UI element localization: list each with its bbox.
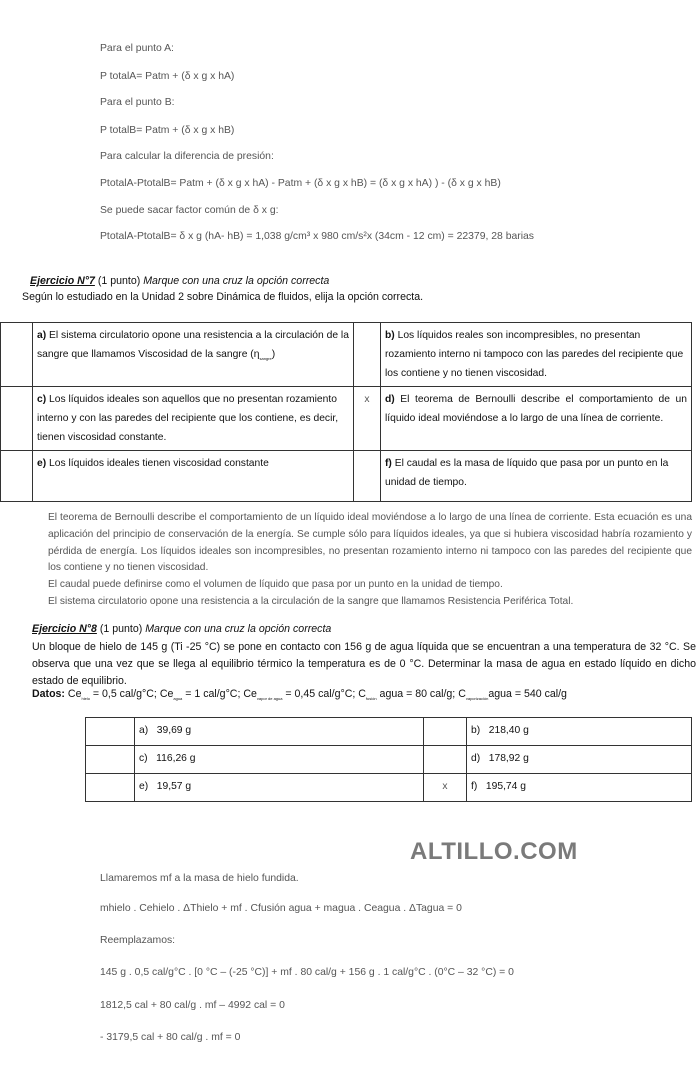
option-a: [135, 718, 424, 746]
answer-cell-a[interactable]: [1, 323, 33, 387]
solution-line: PtotalA-PtotalB= δ x g (hA- hB) = 1,038 g/cm³ x 980 cm/s²x (34cm - 12 cm) = 22379, 28 barias: [100, 231, 535, 242]
data-subscript: vaporización: [465, 696, 489, 702]
data-item: Ce: [159, 688, 174, 700]
answer-cell-d[interactable]: [424, 746, 467, 774]
option-label: f): [385, 458, 392, 469]
option-e: [33, 451, 354, 502]
solution-line: Llamaremos mf a la masa de hielo fundida.: [100, 873, 299, 884]
option-b: [381, 323, 692, 387]
data-item: = 0,45 cal/g°C;: [282, 688, 359, 700]
option-text: El sistema circulatorio opone una resistencia a la circulación de la sangre que llamamos Viscosidad de la sangre (η: [37, 330, 349, 360]
option-label: c): [139, 753, 148, 764]
solution-line: PtotalA-PtotalB= Patm + (δ x g x hA) - Patm + (δ x g x hB) = (δ x g x hA) ) - (δ x g x hB): [100, 178, 501, 189]
answer-cell-e[interactable]: [86, 774, 135, 802]
data-subscript: vapor de agua: [256, 696, 283, 702]
data-item: agua = 80 cal/g;: [376, 688, 459, 700]
exercise-instruction: Marque con una cruz la opción correcta: [143, 275, 330, 287]
watermark-logo: ALTILLO.COM: [410, 838, 578, 865]
exercise-8-options-table: [85, 717, 692, 802]
option-label: c): [37, 394, 47, 405]
explanation-paragraph: El caudal puede definirse como el volumen de líquido que pasa por un punto en la unidad de tiempo.: [48, 579, 503, 591]
option-label: e): [139, 781, 149, 792]
option-value: 19,57 g: [156, 781, 192, 792]
data-label: Datos:: [32, 688, 65, 700]
exercise-7-header: [30, 275, 329, 287]
answer-cell-c[interactable]: [1, 387, 33, 451]
exercise-7-options-table: [0, 322, 692, 502]
solution-line: Para el punto B:: [100, 97, 175, 108]
data-item: Ce: [243, 688, 257, 700]
option-text: Los líquidos ideales tienen viscosidad constante: [49, 458, 269, 469]
option-value: 195,74 g: [485, 781, 526, 792]
option-value: 218,40 g: [488, 725, 529, 736]
solution-line: Para calcular la diferencia de presión:: [100, 151, 274, 162]
answer-cell-d[interactable]: x: [354, 387, 381, 451]
explanation-paragraph: El sistema circulatorio opone una resistencia a la circulación de la sangre que llamamos Resistencia Periférica Total.: [48, 595, 574, 607]
option-text: Los líquidos ideales son aquellos que no presentan rozamiento interno y con las paredes del recipiente que los contiene, es decir, tienen viscosidad constante.: [37, 394, 339, 443]
answer-cell-b[interactable]: [354, 323, 381, 387]
option-label: b): [471, 725, 481, 736]
option-label: a): [37, 330, 47, 341]
answer-cell-a[interactable]: [86, 718, 135, 746]
option-value: 39,69 g: [156, 725, 192, 736]
option-label: d): [471, 753, 481, 764]
data-subscript: hielo: [81, 696, 90, 702]
option-label: e): [37, 458, 47, 469]
option-d: [467, 746, 692, 774]
solution-line: Se puede sacar factor común de δ x g:: [100, 205, 279, 216]
option-label: b): [385, 330, 395, 341]
solution-line: P totalA= Patm + (δ x g x hA): [100, 71, 235, 82]
option-b: [467, 718, 692, 746]
option-value: 178,92 g: [488, 753, 529, 764]
option-a: [33, 323, 354, 387]
answer-cell-b[interactable]: [424, 718, 467, 746]
option-e: [135, 774, 424, 802]
exercise-points: (1 punto): [97, 275, 141, 287]
data-item: = 1 cal/g°C;: [182, 688, 244, 700]
option-f: [467, 774, 692, 802]
solution-line: 1812,5 cal + 80 cal/g . mf – 4992 cal = 0: [100, 1000, 285, 1011]
option-label: a): [139, 725, 149, 736]
data-subscript: agua: [173, 696, 183, 702]
data-item: agua = 540 cal/g: [488, 688, 567, 700]
option-text: El caudal es la masa de líquido que pasa por un punto en la unidad de tiempo.: [385, 458, 669, 488]
data-subscript: fusión: [365, 696, 377, 702]
option-text-tail: ): [271, 349, 276, 360]
exercise-prompt: Según lo estudiado en la Unidad 2 sobre Dinámica de fluidos, elija la opción correcta.: [22, 291, 424, 303]
solution-line: - 3179,5 cal + 80 cal/g . mf = 0: [100, 1032, 241, 1043]
data-item: = 0,5 cal/g°C;: [89, 688, 160, 700]
data-item: C: [458, 688, 466, 700]
option-c: [135, 746, 424, 774]
exercise-data: [32, 688, 567, 701]
option-label: d): [385, 394, 395, 405]
option-text: El teorema de Bernoulli describe el comportamiento de un líquido ideal moviéndose a lo largo de una línea de corriente.: [385, 394, 687, 424]
solution-line: Reemplazamos:: [100, 935, 176, 946]
solution-line: Para el punto A:: [100, 43, 174, 54]
option-value: 116,26 g: [156, 753, 196, 764]
solution-line: P totalB= Patm + (δ x g x hB): [100, 125, 235, 136]
option-subscript: sangre: [259, 356, 272, 362]
solution-line: 145 g . 0,5 cal/g°C . [0 °C – (-25 °C)] + mf . 80 cal/g + 156 g . 1 cal/g°C . (0°C – 32 °C) = 0: [100, 967, 514, 978]
answer-cell-e[interactable]: [1, 451, 33, 502]
explanation-paragraph: El teorema de Bernoulli describe el comportamiento de un líquido ideal moviéndose a lo largo de una línea de corriente. Esta ecuación es una aplicación del principio de conservación de la energía. Se cumple sólo para líquidos ideales, ya que si hubiera viscosidad habría rozamiento y pérdida de energía. Los líquidos ideales son incompresibles, no presentan rozamiento interno ni tampoco con las paredes del recipiente que los contiene y no tienen viscosidad.: [48, 512, 692, 574]
option-text: Los líquidos reales son incompresibles, no presentan rozamiento interno ni tampoco con las paredes del recipiente que los contiene y no tienen viscosidad.: [385, 330, 684, 379]
exercise-title: Ejercicio N°7: [30, 275, 95, 287]
answer-cell-f[interactable]: [354, 451, 381, 502]
exercise-7-explanation: [48, 510, 692, 611]
exercise-prompt: Un bloque de hielo de 145 g (Ti -25 °C) se pone en contacto con 156 g de agua líquida que se encuentran a una temperatura de 32 °C. Se observa que una vez que se llega al equilibrio térmico la temperatura es de 0 °C. Determinar la masa de agua en estado líquido en dicho estado de equilibrio.: [32, 641, 696, 687]
option-c: [33, 387, 354, 451]
answer-cell-c[interactable]: [86, 746, 135, 774]
solution-line: mhielo . Cehielo . ΔThielo + mf . Cfusión agua + magua . Ceagua . ΔTagua = 0: [100, 903, 462, 914]
exercise-instruction: Marque con una cruz la opción correcta: [145, 623, 332, 635]
data-item: C: [358, 688, 366, 700]
exercise-8-header: [32, 623, 331, 635]
option-label: f): [471, 781, 478, 792]
option-f: [381, 451, 692, 502]
data-item: Ce: [64, 688, 82, 700]
exercise-title: Ejercicio N°8: [32, 623, 97, 635]
answer-cell-f[interactable]: x: [424, 774, 467, 802]
option-d: [381, 387, 692, 451]
exercise-points: (1 punto): [99, 623, 143, 635]
